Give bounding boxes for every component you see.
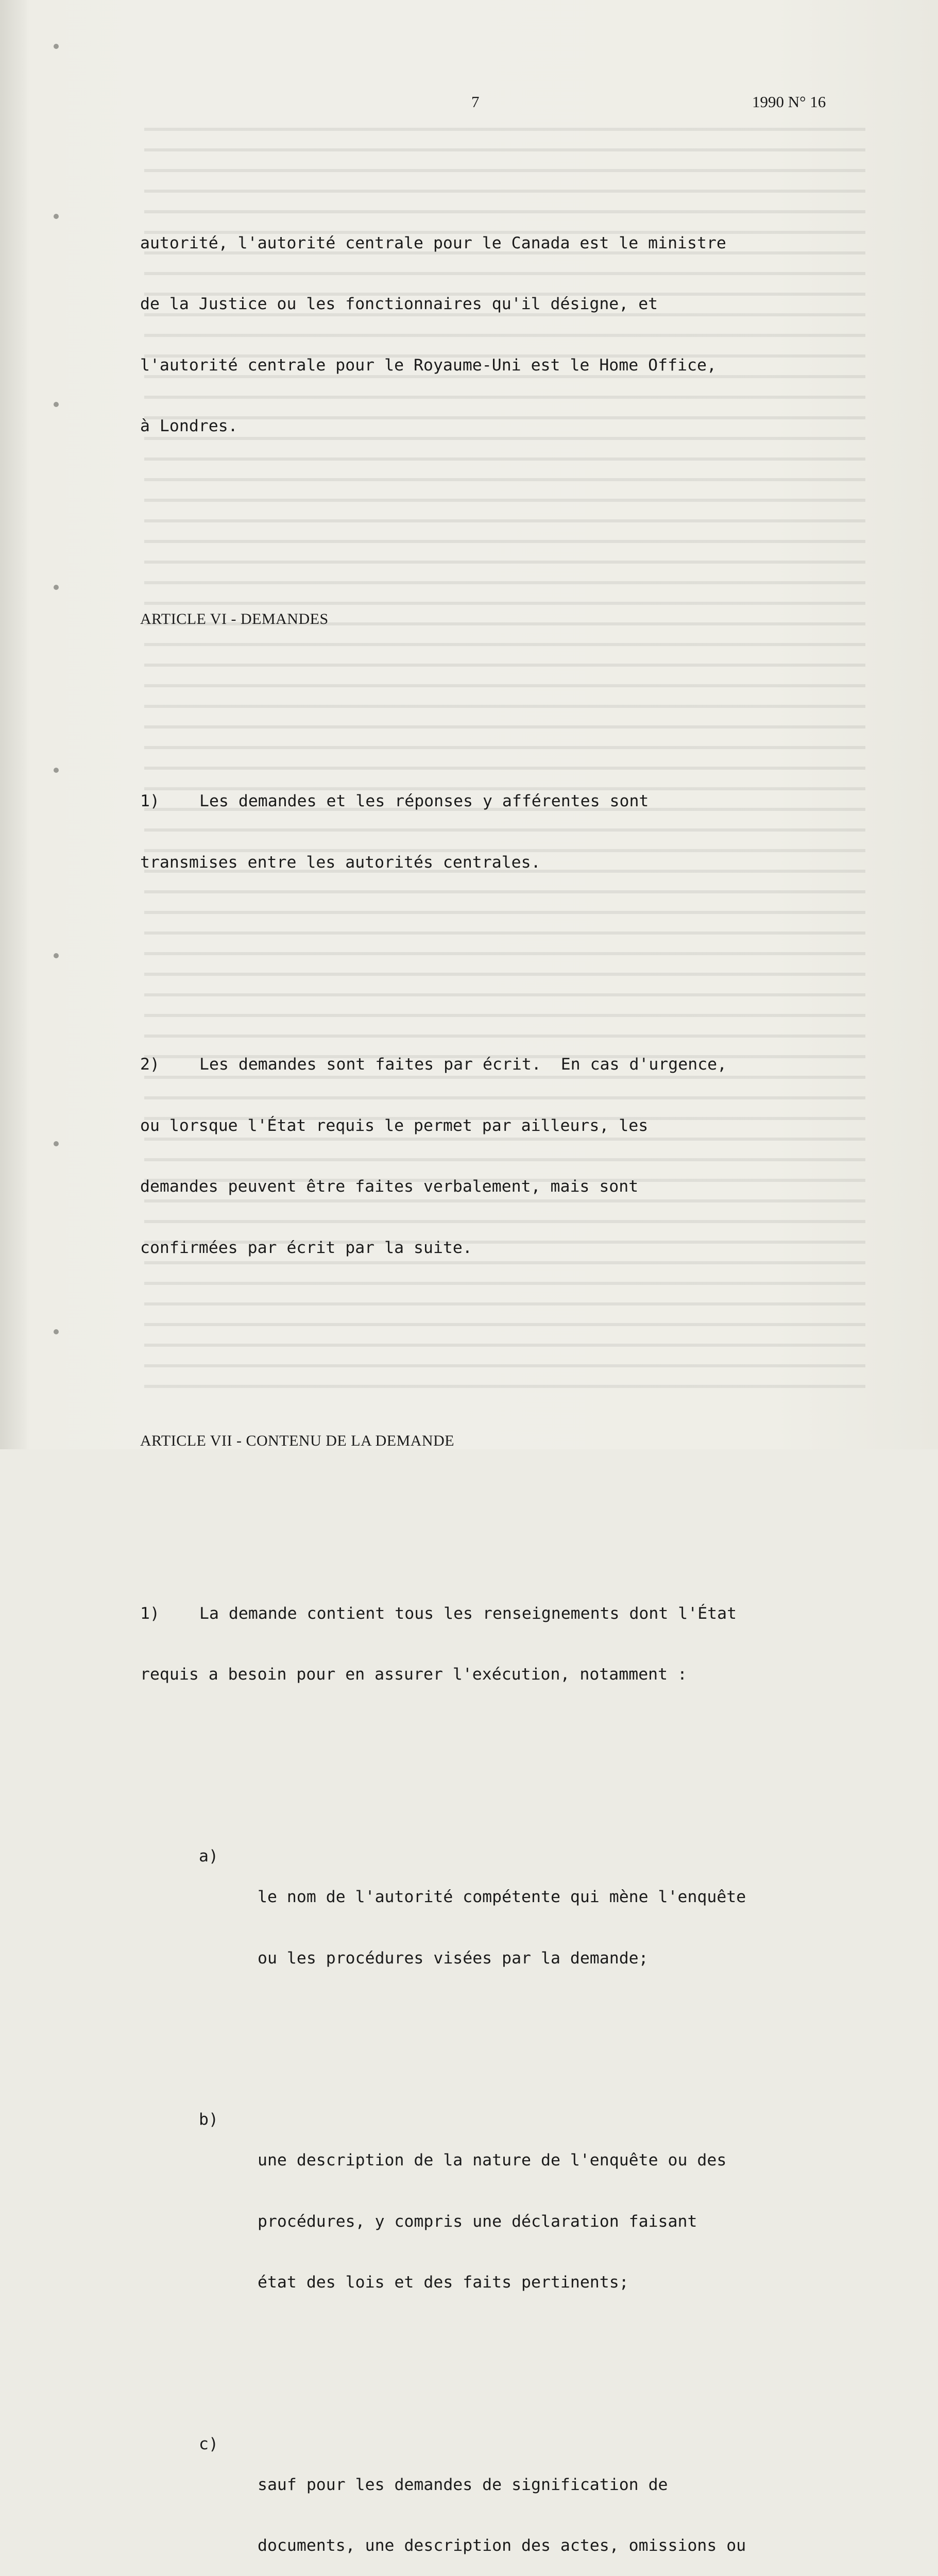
text-line: documents, une description des actes, omissions ou xyxy=(258,2536,746,2556)
text-line: procédures, y compris une déclaration faisant xyxy=(258,2212,726,2232)
binding-hole-mark xyxy=(54,214,59,219)
intro-paragraph xyxy=(140,193,861,478)
text-line: transmises entre les autorités centrales. xyxy=(140,853,861,873)
text-line: une description de la nature de l'enquête ou des xyxy=(258,2150,726,2171)
text-line: Les demandes sont faites par écrit. En cas d'urgence, xyxy=(199,1055,727,1074)
text-line: Les demandes et les réponses y afférentes sont xyxy=(199,792,649,810)
list-item-label: b) xyxy=(199,2110,258,2334)
article-heading: ARTICLE VII - CONTENU DE LA DEMANDE xyxy=(140,1431,861,1451)
paragraph-1 xyxy=(140,751,861,913)
text-line: requis a besoin pour en assurer l'exécution, notamment : xyxy=(140,1665,861,1685)
text-line: demandes peuvent être faites verbalement, mais sont xyxy=(140,1177,861,1197)
text-line: à Londres. xyxy=(140,416,861,437)
binding-hole-mark xyxy=(54,44,59,49)
text-line: de la Justice ou les fonctionnaires qu'il désigne, et xyxy=(140,294,861,315)
list-item-label: a) xyxy=(199,1846,258,2009)
list-item xyxy=(199,2434,861,2576)
binding-hole-mark xyxy=(54,585,59,590)
binding-hole-mark xyxy=(54,1329,59,1334)
text-line: La demande contient tous les renseignements dont l'État xyxy=(199,1604,737,1623)
article-heading: ARTICLE VI - DEMANDES xyxy=(140,609,861,630)
paragraph-2 xyxy=(140,1014,861,1299)
paragraph-number: 1) xyxy=(140,791,199,812)
text-line: ou les procédures visées par la demande; xyxy=(258,1948,746,1969)
paragraph-number: 2) xyxy=(140,1055,199,1075)
list-item xyxy=(199,1846,861,2009)
binding-hole-mark xyxy=(54,768,59,773)
text-line: autorité, l'autorité centrale pour le Canada est le ministre xyxy=(140,233,861,254)
binding-edge xyxy=(0,0,27,1449)
page-number: 7 xyxy=(471,93,480,111)
paragraph-number: 1) xyxy=(140,1604,199,1624)
list-item xyxy=(199,2110,861,2334)
binding-hole-mark xyxy=(54,953,59,958)
text-line: sauf pour les demandes de signification de xyxy=(258,2475,746,2496)
document-reference: 1990 N° 16 xyxy=(752,93,826,111)
paragraph-1 xyxy=(140,1563,861,1726)
text-line: le nom de l'autorité compétente qui mène l'enquête xyxy=(258,1887,746,1908)
text-line: ou lorsque l'État requis le permet par ailleurs, les xyxy=(140,1116,861,1137)
document-body xyxy=(140,131,861,2576)
binding-hole-mark xyxy=(54,1141,59,1146)
text-line: état des lois et des faits pertinents; xyxy=(258,2273,726,2293)
text-line: confirmées par écrit par la suite. xyxy=(140,1238,861,1259)
binding-hole-mark xyxy=(54,402,59,407)
list-item-label: c) xyxy=(199,2434,258,2576)
text-line: l'autorité centrale pour le Royaume-Uni est le Home Office, xyxy=(140,355,861,376)
